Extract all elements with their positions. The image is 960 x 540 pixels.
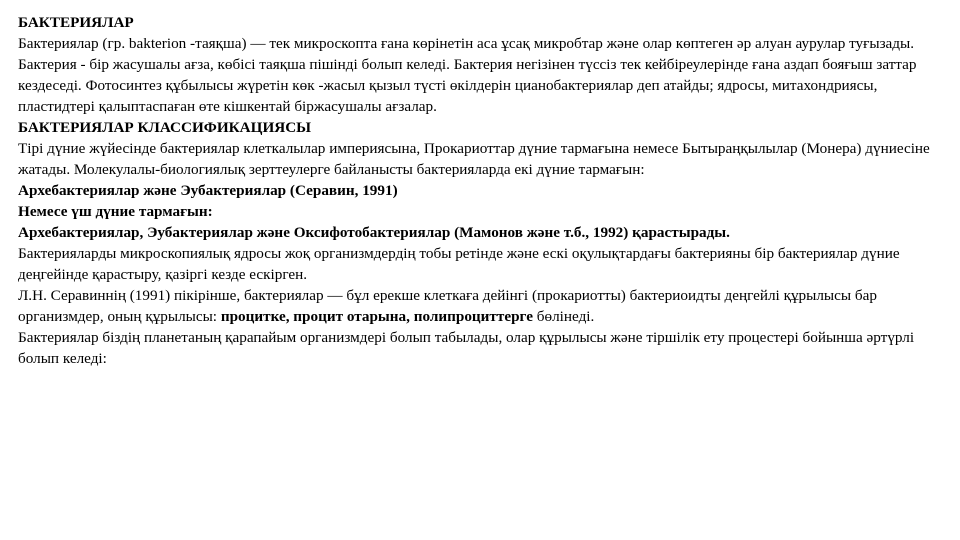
seravin-text-start: Л.Н. Серавиннің (1991) пікірінше, бактериялар — бұл ерекше клеткаға дейінгі (прокариотты) бактериоидты деңгейлі құрылысы бар организмдер, оның құрылысы:: [18, 287, 877, 325]
seravin-paragraph: [18, 285, 942, 327]
closing-paragraph: Бактериялар біздің планетаның қарапайым организмдері болып табылады, олар құрылысы және тіршілік ету процестері бойынша әртүрлі болып келеді:: [18, 329, 915, 367]
two-domain-line: Архебактериялар және Эубактериялар (Серавин, 1991): [18, 182, 398, 199]
three-domain-intro: Немесе үш дүние тармағын:: [18, 203, 213, 220]
document-title: БАКТЕРИЯЛАР: [18, 14, 134, 31]
outdated-view-paragraph: Бактерияларды микроскопиялық ядросы жоқ организмдердің тобы ретінде және ескі оқулықтардағы бактерияны бір бактериялар дүние деңгейінде қарастыру, қазіргі кезде ескірген.: [18, 245, 900, 283]
intro-paragraph: Бактериялар (гр. bakterion -таяқша) — тек микроскопта ғана көрінетін аса ұсақ микробтар және олар көптеген әр алуан аурулар туғызады. Бактерия - бір жасушалы ағза, көбісі таяқша пішінді болып келеді. Бактерия негізінен түссіз тек кейбіреулерінде ғана аздап бояғыш заттар кездеседі. Фотосинтез құбылысы жүретін көк -жасыл қызыл түсті өкілдерін цианобактериялар деп атайды; ядросы, митахондриясы, пластидтері қалыптаспаған өте кішкентай біржасушалы ағзалар.: [18, 35, 917, 115]
document-body: [18, 12, 942, 369]
seravin-text-end: бөлінеді.: [532, 308, 595, 325]
three-domain-line: Архебактериялар, Эубактериялар және Оксифотобактериялар (Мамонов және т.б., 1992) қарастырады.: [18, 224, 730, 241]
seravin-levels: процитке, процит отарына, полипроциттерге: [220, 308, 533, 325]
classification-heading: БАКТЕРИЯЛАР КЛАССИФИКАЦИЯСЫ: [18, 119, 312, 136]
classification-paragraph: Тірі дүние жүйесінде бактериялар клеткалылар империясына, Прокариоттар дүние тармағына немесе Бытыраңқылылар (Монера) дүниесіне жатады. Молекулалы-биологиялық зерттеулерге байланысты бактерияларда екі дүние тармағын:: [18, 140, 930, 178]
